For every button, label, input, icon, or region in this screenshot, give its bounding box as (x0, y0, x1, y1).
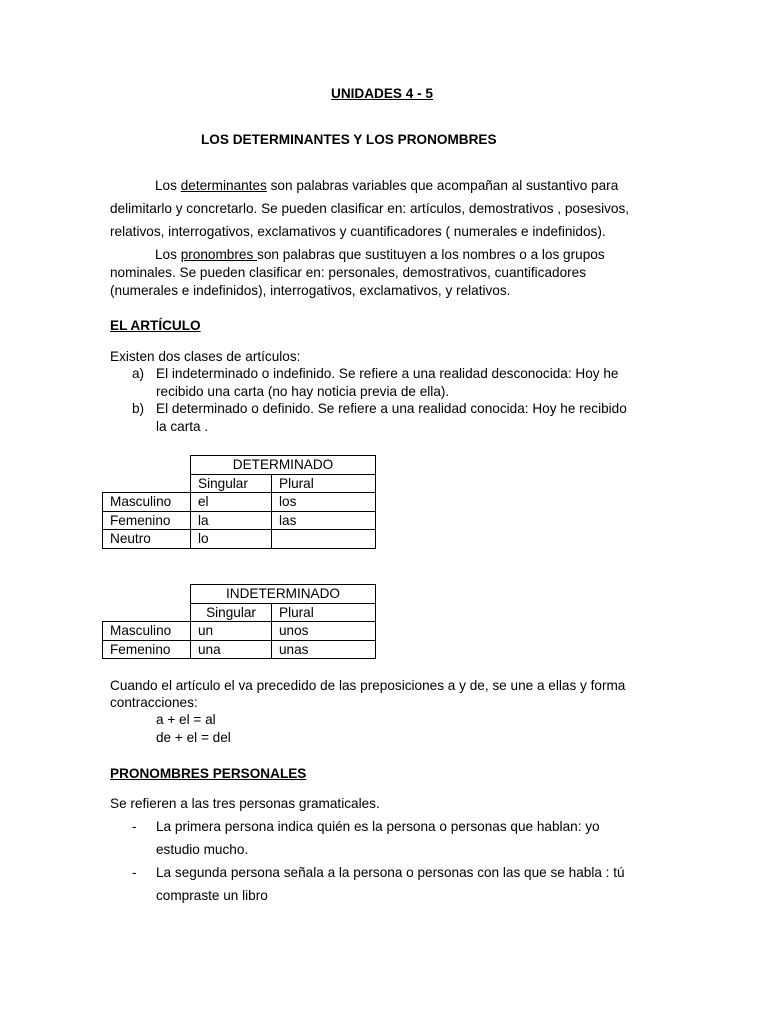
contraccion-example: de + el = del (156, 730, 231, 745)
table-cell: una (191, 640, 272, 659)
intro-p2-line2: nominales. Se pueden clasificar en: personales, demostrativos, cuantificadores (110, 265, 587, 280)
page-title: UNIDADES 4 - 5 (331, 86, 433, 101)
column-header: Plural (272, 474, 376, 493)
table-row (103, 622, 376, 641)
table-cell: los (272, 493, 376, 512)
column-header: Singular (191, 603, 272, 622)
table-cell: lo (191, 530, 272, 549)
section-heading-articulo: EL ARTÍCULO (110, 318, 201, 333)
intro-p1-line3: relativos, interrogativos, exclamativos y cuantificadores ( numerales e indefinidos). (110, 224, 606, 239)
table-determinado (102, 455, 376, 549)
list-item-b-line1: El determinado o definido. Se refiere a una realidad conocida: Hoy he recibido (156, 401, 627, 416)
row-label: Femenino (103, 640, 191, 659)
table-cell: el (191, 493, 272, 512)
list-item-a-line1: El indeterminado o indefinido. Se refiere a una realidad desconocida: Hoy he (156, 366, 619, 381)
contracciones-line2: contracciones: (110, 695, 198, 710)
pronombre-item-1-line2: estudio mucho. (156, 842, 249, 857)
list-marker: b) (132, 401, 145, 416)
intro-p2-rest: son palabras que sustituyen a los nombres o a los grupos (257, 247, 605, 262)
contraccion-example: a + el = al (156, 712, 216, 727)
articulo-intro: Existen dos clases de artículos: (110, 349, 301, 364)
list-item-a-line2: recibido una carta (no hay noticia previa de ella). (156, 384, 450, 399)
table-cell (272, 530, 376, 549)
intro-p2-pre: Los (155, 247, 181, 262)
column-header: Plural (272, 603, 376, 622)
table-cell: las (272, 511, 376, 530)
table-row (103, 640, 376, 659)
row-label: Masculino (103, 622, 191, 641)
intro-p2-line3: (numerales e indefinidos), interrogativos, exclamativos, y relativos. (110, 283, 511, 298)
section-heading-pronombres: PRONOMBRES PERSONALES (110, 766, 307, 781)
table-row (103, 530, 376, 549)
pronombre-item-2-line2: compraste un libro (156, 888, 268, 903)
intro-p1-line1 (155, 177, 618, 195)
intro-p1-rest: son palabras variables que acompañan al sustantivo para (266, 178, 619, 193)
intro-p1-line2: delimitarlo y concretarlo. Se pueden clasificar en: artículos, demostrativos , posesivos, (110, 201, 630, 216)
list-marker: - (132, 819, 137, 834)
row-label: Neutro (103, 530, 191, 549)
table-cell: unos (272, 622, 376, 641)
pronombres-intro: Se refieren a las tres personas gramaticales. (110, 796, 380, 811)
list-marker: a) (132, 366, 145, 381)
contracciones-line1: Cuando el artículo el va precedido de las preposiciones a y de, se une a ellas y forma (110, 678, 626, 693)
table-row (103, 511, 376, 530)
intro-p2-line1 (155, 246, 605, 264)
table-cell: la (191, 511, 272, 530)
column-header: Singular (191, 474, 272, 493)
term-pronombres: pronombres (180, 247, 258, 262)
intro-p1-pre: Los (155, 178, 181, 193)
pronombre-item-2-line1: La segunda persona señala a la persona o personas con las que se habla : tú (156, 865, 625, 880)
term-determinantes: determinantes (180, 178, 267, 193)
pronombre-item-1-line1: La primera persona indica quién es la persona o personas que hablan: yo (156, 819, 600, 834)
list-item-b-line2: la carta . (156, 419, 209, 434)
table-cell: unas (272, 640, 376, 659)
list-marker: - (132, 865, 137, 880)
table-title: DETERMINADO (191, 456, 376, 475)
table-title: INDETERMINADO (191, 585, 376, 604)
table-cell: un (191, 622, 272, 641)
table-row (103, 493, 376, 512)
row-label: Masculino (103, 493, 191, 512)
page-subtitle: LOS DETERMINANTES Y LOS PRONOMBRES (201, 132, 497, 147)
table-indeterminado (102, 584, 376, 659)
row-label: Femenino (103, 511, 191, 530)
